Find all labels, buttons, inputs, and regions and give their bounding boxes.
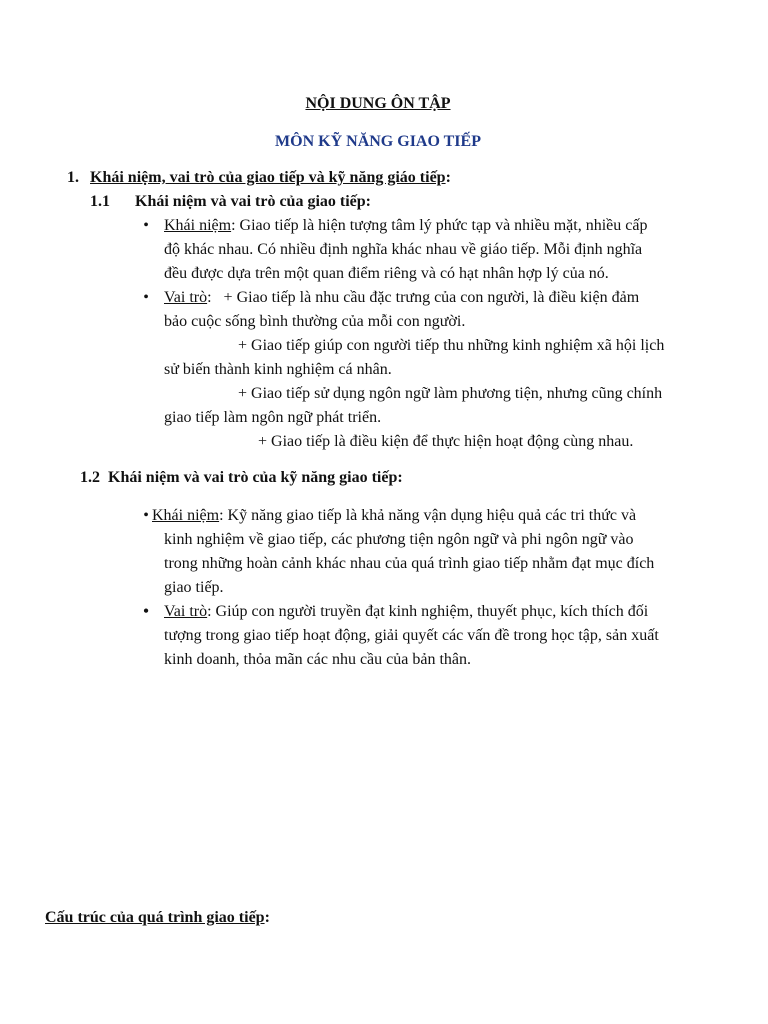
bullet-text: : Kỹ năng giao tiếp là khả năng vận dụng hiệu quả các tri thức và (219, 507, 637, 524)
section-1-heading (90, 166, 451, 190)
document-title: NỘI DUNG ÔN TẬP (305, 95, 451, 112)
bullet-line (164, 214, 647, 238)
bullet-icon: • (143, 507, 149, 524)
bullet-line: kinh doanh, thỏa mãn các nhu cầu của bản thân. (164, 651, 471, 668)
section-1-number: 1. (67, 169, 79, 186)
bullet-icon: • (143, 217, 149, 234)
section-2-heading-text: Cấu trúc của quá trình giao tiếp (45, 909, 265, 926)
bullet-text: : Giúp con người truyền đạt kinh nghiệm, thuyết phục, kích thích đối (207, 603, 649, 620)
bullet-label: Khái niệm (152, 507, 220, 524)
bullet-line: bảo cuộc sống bình thường của mỗi con người. (164, 313, 466, 330)
bullet-label: Khái niệm (164, 217, 232, 234)
section-2-heading-colon: : (264, 909, 270, 926)
bullet-line (164, 286, 639, 310)
bullet-line: giao tiếp làm ngôn ngữ phát triển. (164, 409, 382, 426)
section-2-heading (45, 906, 270, 930)
bullet-icon: • (143, 289, 149, 306)
bullet-line: trong những hoàn cảnh khác nhau của quá trình giao tiếp nhằm đạt mục đích (164, 555, 655, 572)
subsection-1-2-heading: 1.2 Khái niệm và vai trò của kỹ năng giao tiếp: (80, 469, 403, 486)
bullet-line: + Giao tiếp là điều kiện để thực hiện hoạt động cùng nhau. (258, 433, 634, 450)
bullet-line: đều được dựa trên một quan điểm riêng và có hạt nhân hợp lý của nó. (164, 265, 609, 282)
section-1-heading-text: Khái niệm, vai trò của giao tiếp và kỹ năng giáo tiếp (90, 169, 446, 186)
bullet-line: tượng trong giao tiếp hoạt động, giải quyết các vấn đề trong học tập, sản xuất (164, 627, 659, 644)
bullet-line: kinh nghiệm về giao tiếp, các phương tiện ngôn ngữ và phi ngôn ngữ vào (164, 531, 634, 548)
bullet-label: Vai trò (164, 289, 208, 306)
subsection-1-1-heading: Khái niệm và vai trò của giao tiếp: (135, 193, 371, 210)
bullet-text: : Giao tiếp là hiện tượng tâm lý phức tạp và nhiều mặt, nhiều cấp (231, 217, 648, 234)
bullet-line: + Giao tiếp giúp con người tiếp thu những kinh nghiệm xã hội lịch (238, 337, 665, 354)
bullet-line: giao tiếp. (164, 579, 224, 596)
bullet-label: Vai trò (164, 603, 208, 620)
bullet-line: + Giao tiếp sử dụng ngôn ngữ làm phương tiện, nhưng cũng chính (238, 385, 663, 402)
subsection-1-1-number: 1.1 (90, 193, 110, 210)
bullet-line (152, 504, 636, 528)
bullet-line: sử biến thành kinh nghiệm cá nhân. (164, 361, 392, 378)
bullet-text: : + Giao tiếp là nhu cầu đặc trưng của con người, là điều kiện đảm (207, 289, 640, 306)
bullet-icon: • (143, 603, 149, 620)
bullet-line (164, 600, 648, 624)
document-subtitle: MÔN KỸ NĂNG GIAO TIẾP (275, 133, 481, 150)
bullet-line: độ khác nhau. Có nhiều định nghĩa khác nhau về giáo tiếp. Mỗi định nghĩa (164, 241, 643, 258)
section-1-heading-colon: : (445, 169, 451, 186)
